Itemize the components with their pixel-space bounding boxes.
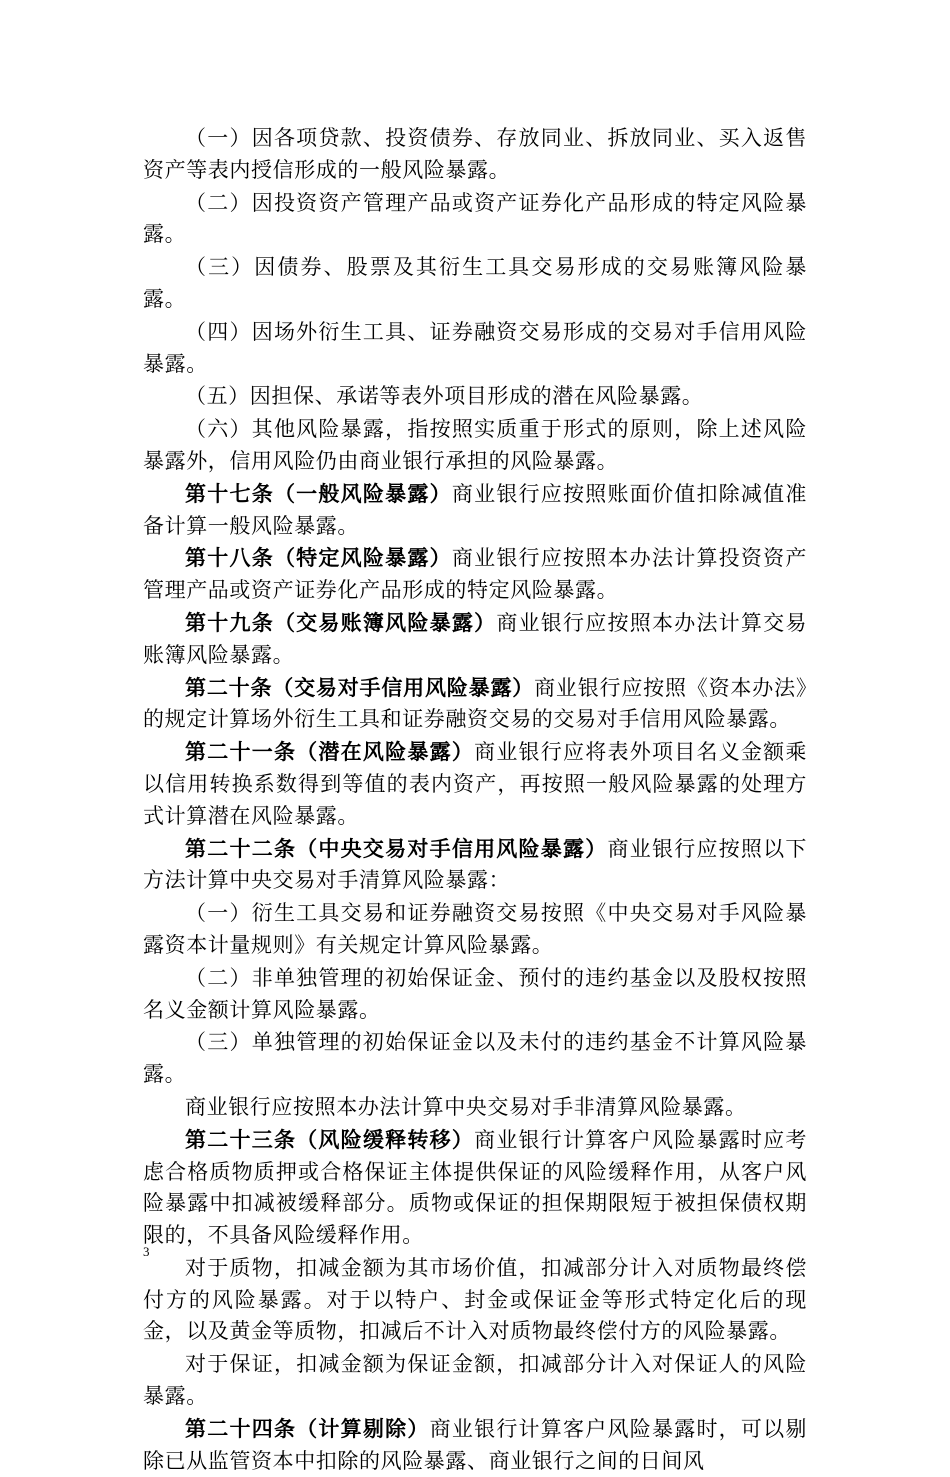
clause-paragraph [143,316,807,381]
clause-text: （三）单独管理的初始保证金以及未付的违约基金不计算风险暴露。 [143,1030,807,1087]
clause-paragraph [143,251,807,316]
clause-paragraph [143,122,807,187]
body-paragraph [143,1091,807,1124]
article-text: 商业银行应按照账面价值扣除减值准备计算一般风险暴露。 [143,481,807,538]
article-paragraph [143,607,807,672]
article-text: 商业银行计算客户风险暴露时，可以剔除已从监管资本中扣除的风险暴露、商业银行之间的日间风 [143,1416,807,1473]
clause-text: （三）因债券、股票及其衍生工具交易形成的交易账簿风险暴露。 [143,255,807,311]
article-paragraph [143,1124,807,1252]
article-heading: 第二十三条（风险缓释转移） [185,1126,475,1152]
body-paragraph [143,1252,807,1348]
article-text: 商业银行应按照《资本办法》的规定计算场外衍生工具和证券融资交易的交易对手信用风险暴露。 [143,675,807,732]
article-heading: 第十九条（交易账簿风险暴露） [185,609,497,635]
body-paragraph [143,1348,807,1413]
article-text: 商业银行应按照本办法计算交易账簿风险暴露。 [143,610,807,667]
article-paragraph [143,478,807,543]
article-heading: 第二十一条（潜在风险暴露） [185,739,475,765]
clause-paragraph [143,962,807,1027]
clause-text: （一）因各项贷款、投资债券、存放同业、拆放同业、买入返售资产等表内授信形成的一般风险暴露。 [143,126,807,182]
article-heading: 第十八条（特定风险暴露） [185,545,452,571]
clause-text: （二）非单独管理的初始保证金、预付的违约基金以及股权按照名义金额计算风险暴露。 [143,965,807,1022]
clause-text: （一）衍生工具交易和证券融资交易按照《中央交易对手风险暴露资本计量规则》有关规定计算风险暴露。 [143,901,807,957]
body-text: 对于保证，扣减金额为保证金额，扣减部分计入对保证人的风险暴露。 [143,1352,807,1409]
article-text: 商业银行应将表外项目名义金额乘以信用转换系数得到等值的表内资产，再按照一般风险暴露的处理方式计算潜在风险暴露。 [143,740,807,828]
clause-text: （五）因担保、承诺等表外项目形成的潜在风险暴露。 [185,384,704,409]
article-paragraph [143,672,807,737]
body-text: 商业银行应按照本办法计算中央交易对手非清算风险暴露。 [185,1094,747,1119]
article-paragraph [143,1413,807,1477]
clause-paragraph [143,380,807,413]
article-heading: 第二十四条（计算剔除） [185,1415,430,1441]
clause-text: （二）因投资资产管理产品或资产证券化产品形成的特定风险暴露。 [143,190,807,247]
article-text: 商业银行应按照本办法计算投资资产管理产品或资产证券化产品形成的特定风险暴露。 [143,546,807,603]
article-heading: 第二十二条（中央交易对手信用风险暴露） [185,835,608,861]
clause-paragraph [143,413,807,478]
clause-text: （四）因场外衍生工具、证券融资交易形成的交易对手信用风险暴露。 [143,319,807,376]
article-heading: 第二十条（交易对手信用风险暴露） [185,674,535,700]
article-heading: 第十七条（一般风险暴露） [185,480,452,506]
article-paragraph [143,542,807,607]
clause-paragraph [143,897,807,962]
article-text: 商业银行应按照以下方法计算中央交易对手清算风险暴露： [143,836,807,893]
document-body [143,122,807,1477]
article-text: 商业银行计算客户风险暴露时应考虑合格质物质押或合格保证主体提供保证的风险缓释作用，从客户风险暴露中扣减被缓释部分。质物或保证的担保期限短于被担保债权期限的，不具备风险缓释作用。 [143,1127,807,1248]
clause-text: （六）其他风险暴露，指按照实质重于形式的原则，除上述风险暴露外，信用风险仍由商业银行承担的风险暴露。 [143,417,807,473]
clause-paragraph [143,187,807,252]
body-text: 对于质物，扣减金额为其市场价值，扣减部分计入对质物最终偿付方的风险暴露。对于以特户、封金或保证金等形式特定化后的现金，以及黄金等质物，扣减后不计入对质物最终偿付方的风险暴露。 [143,1255,807,1344]
article-paragraph [143,833,807,898]
article-paragraph [143,736,807,832]
page-number: 3 [143,1244,150,1259]
clause-paragraph [143,1026,807,1091]
